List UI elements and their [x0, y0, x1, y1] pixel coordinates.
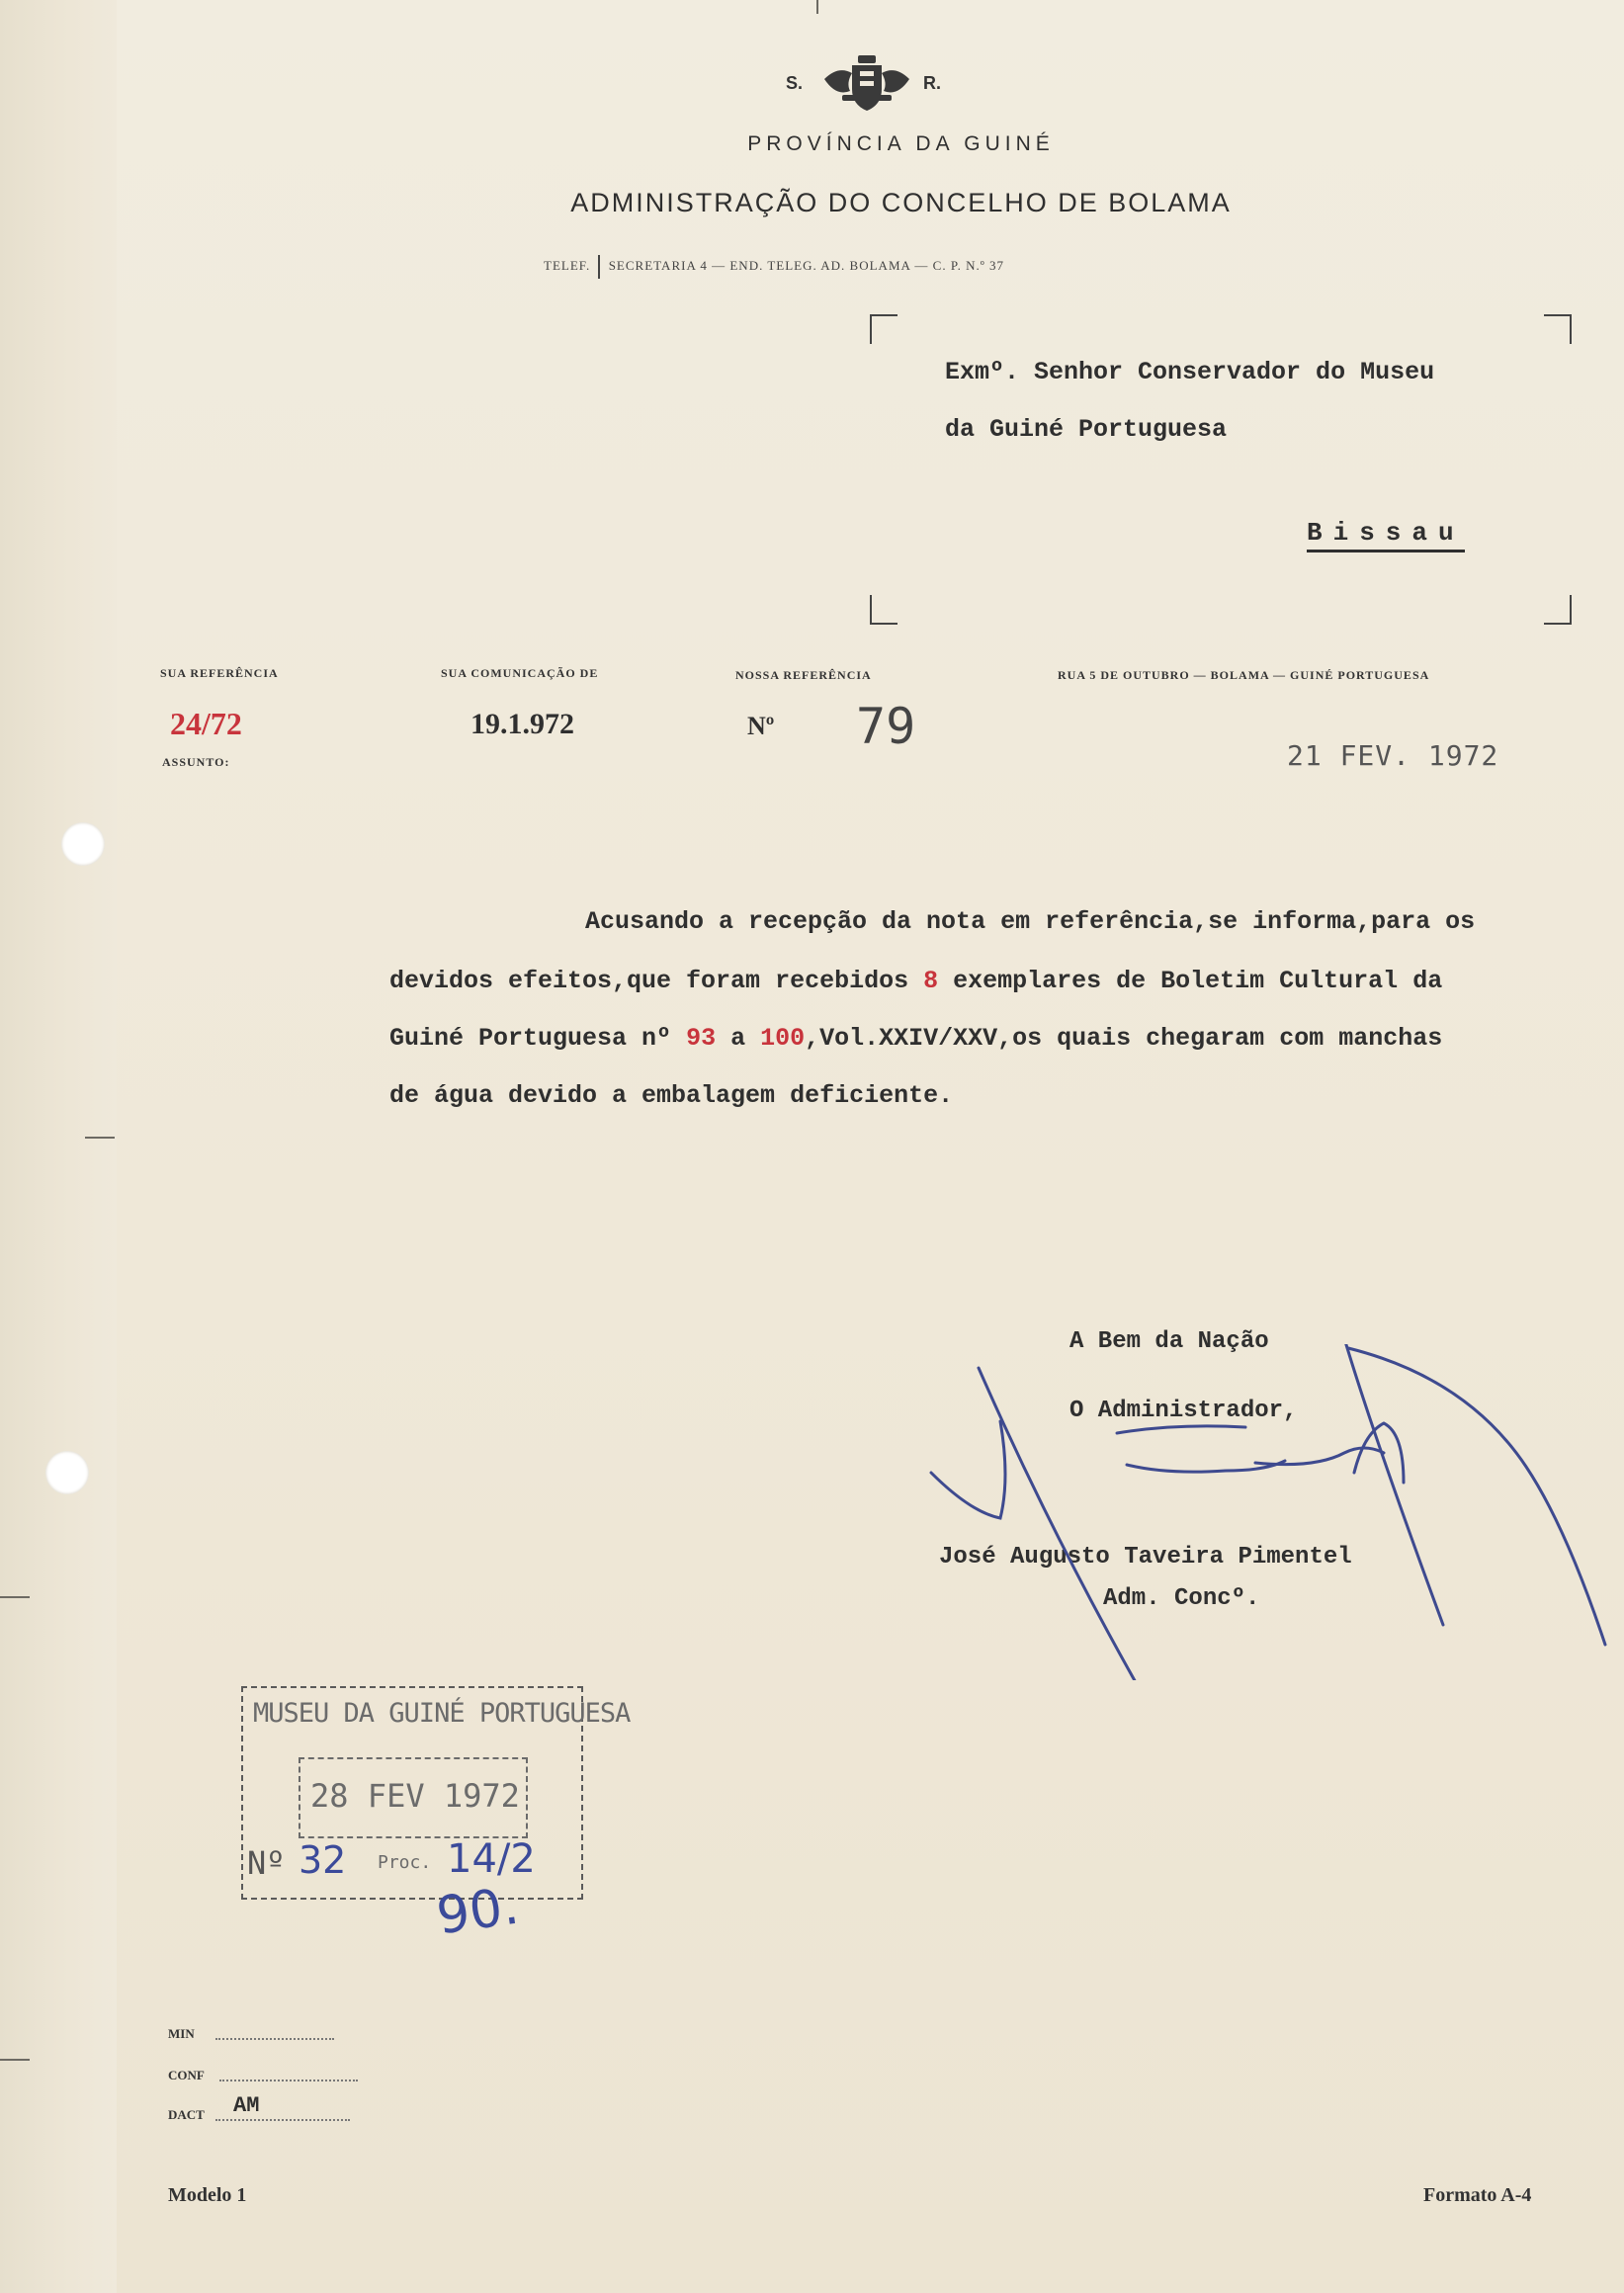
body-line-4: de água devido a embalagem deficiente.	[389, 1081, 954, 1110]
punch-hole-icon	[61, 822, 105, 866]
page-fold-shadow	[0, 0, 117, 2293]
telef-label: TELEF.	[544, 257, 591, 273]
nossa-referencia-value: 79	[856, 698, 916, 755]
sua-referencia-value	[170, 706, 242, 742]
sua-referencia-number: 24/72	[170, 706, 242, 741]
issue-end: 100	[760, 1024, 806, 1053]
sr-left: S.	[786, 73, 804, 93]
brace-icon	[598, 255, 600, 279]
margin-tick	[85, 1137, 115, 1139]
body-line-3-mid: a	[716, 1024, 761, 1053]
sua-referencia-label: SUA REFERÊNCIA	[160, 666, 279, 680]
bracket-top-right	[1544, 314, 1572, 344]
min-line	[215, 2028, 334, 2040]
copies-count: 8	[923, 967, 939, 995]
recipient-city: Bissau	[1307, 518, 1465, 552]
body-line-3-a: Guiné Portuguesa nº	[389, 1024, 687, 1053]
date-stamp: 21 FEV. 1972	[1287, 739, 1499, 772]
dact-label: DACT	[168, 2107, 205, 2122]
min-label: MIN	[168, 2026, 195, 2041]
margin-tick	[0, 2059, 30, 2061]
margin-tick	[0, 1596, 30, 1598]
closing-line-2: O Administrador,	[1069, 1398, 1298, 1424]
conf-line	[219, 2070, 358, 2081]
dact-value: AM	[233, 2093, 260, 2118]
footer-modelo: Modelo 1	[168, 2184, 247, 2206]
bracket-bottom-left	[870, 595, 897, 625]
telef-line: SECRETARIA 4 — END. TELEG. AD. BOLAMA — C. P. N.º 37	[608, 257, 1005, 273]
signatory-title: Adm. Concº.	[1103, 1585, 1260, 1612]
stamp-museum: MUSEU DA GUINÉ PORTUGUESA	[253, 1698, 631, 1729]
issue-start: 93	[686, 1024, 717, 1053]
assunto-label: ASSUNTO:	[162, 755, 230, 769]
signature-icon	[919, 1344, 1624, 1680]
body-line-3	[389, 1024, 1442, 1053]
stamp-date-box	[299, 1757, 528, 1838]
footer-formato: Formato A-4	[1423, 2184, 1532, 2206]
sua-comunicacao-value: 19.1.972	[470, 708, 574, 740]
nossa-referencia-label: NOSSA REFERÊNCIA	[735, 668, 872, 682]
stamp-no-value: 32	[299, 1838, 347, 1882]
address-line: RUA 5 DE OUTUBRO — BOLAMA — GUINÉ PORTUGUESA	[1058, 668, 1430, 682]
body-line-2-b: exemplares de Boletim Cultural da	[938, 967, 1443, 995]
body-line-2-a: devidos efeitos,que foram recebidos	[389, 967, 924, 995]
punch-hole-icon	[45, 1451, 89, 1494]
province-title: PROVÍNCIA DA GUINÉ	[747, 132, 1055, 155]
bracket-bottom-right	[1544, 595, 1572, 625]
stamp-date: 28 FEV 1972	[310, 1777, 520, 1815]
administration-title: ADMINISTRAÇÃO DO CONCELHO DE BOLAMA	[570, 188, 1232, 217]
museum-stamp	[241, 1686, 631, 1947]
signatory-name: José Augusto Taveira Pimentel	[939, 1544, 1352, 1571]
sua-comunicacao-label: SUA COMUNICAÇÃO DE	[441, 666, 599, 680]
stamp-proc-label: Proc.	[378, 1852, 432, 1873]
stamp-handwritten: 90.	[433, 1876, 523, 1947]
nossa-referencia-prefix: Nº	[747, 712, 775, 740]
recipient-line-1: Exmº. Senhor Conservador do Museu	[945, 358, 1435, 386]
stamp-no-label: Nº	[247, 1844, 286, 1882]
top-tick	[816, 0, 818, 14]
recipient-line-2: da Guiné Portuguesa	[945, 415, 1228, 444]
closing-line-1: A Bem da Nação	[1069, 1328, 1269, 1355]
bracket-top-left	[870, 314, 897, 344]
body-line-3-b: ,Vol.XXIV/XXV,os quais chegaram com manchas	[805, 1024, 1443, 1053]
sr-right: R.	[923, 73, 941, 93]
body-line-1: Acusando a recepção da nota em referência,se informa,para os	[585, 907, 1476, 936]
stamp-proc-value: 14/2	[447, 1836, 536, 1882]
body-line-2	[389, 967, 1442, 995]
coat-of-arms-icon	[822, 53, 911, 119]
conf-label: CONF	[168, 2068, 205, 2082]
